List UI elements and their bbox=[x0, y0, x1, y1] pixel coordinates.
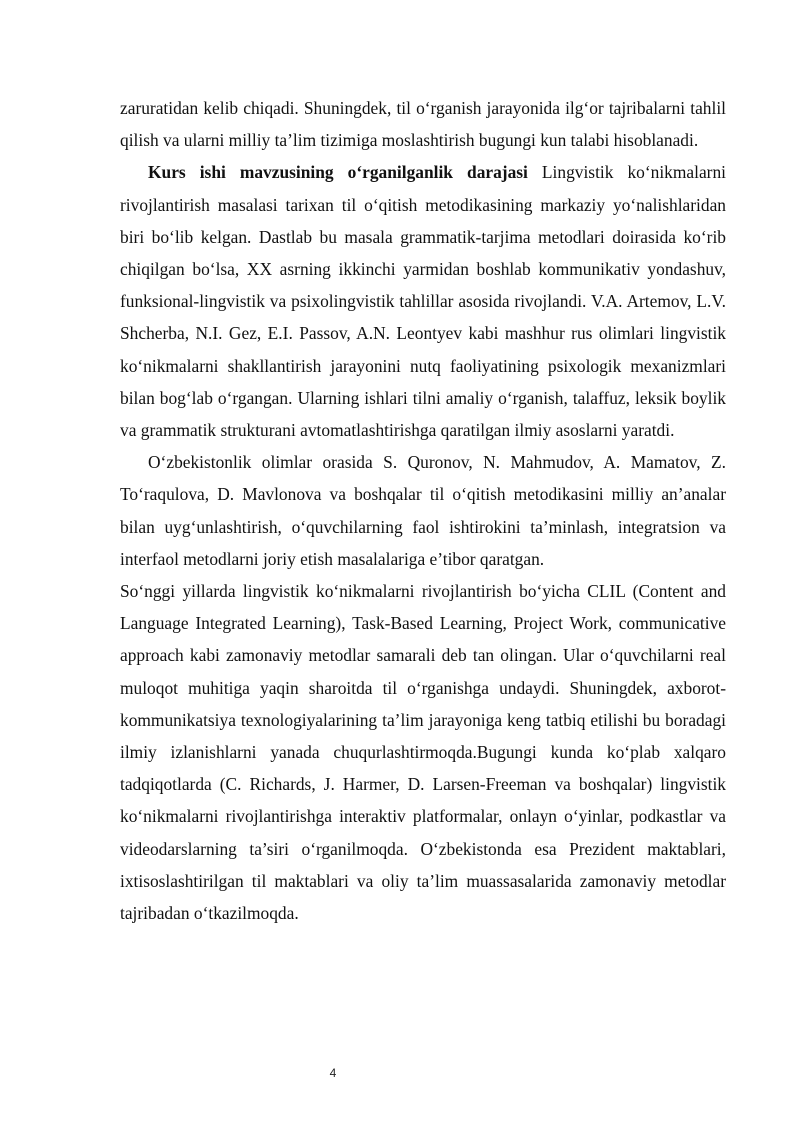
paragraph-uzbek-scholars bbox=[120, 446, 726, 575]
body-text bbox=[120, 92, 726, 929]
paragraph-modern-methods bbox=[120, 575, 726, 929]
page-number: 4 bbox=[329, 1066, 337, 1080]
paragraph-continuation bbox=[120, 92, 726, 156]
paragraph-2-text: Lingvistik ko‘nikmalarni rivojlantirish masalasi tarixan til o‘qitish metodikasining markaziy yo‘nalishlaridan biri bo‘lib kelgan. Dastlab bu masala grammatik-tarjima metodlari doirasida ko‘rib chiqilgan bo‘lsa, XX asrning ikkinchi yarmidan boshlab kommunikativ yondashuv, funksional-lingvistik va psixolingvistik tahlillar asosida rivojlandi. V.A. Artemov, L.V. Shcherba, N.I. Gez, E.I. Passov, A.N. Leontyev kabi mashhur rus olimlari lingvistik ko‘nikmalarni shakllantirish jarayonini nutq faoliyatining psixologik mexanizmlari bilan bog‘lab o‘rgangan. Ularning ishlari tilni amaliy o‘rganish, talaffuz, leksik boylik va grammatik strukturani avtomatlashtirishga qaratilgan ilmiy asoslarni yaratdi. bbox=[120, 162, 726, 441]
paragraph-2-lead: Kurs ishi mavzusining o‘rganilganlik darajasi bbox=[148, 162, 528, 183]
paragraph-4-text: So‘nggi yillarda lingvistik ko‘nikmalarni rivojlantirish bo‘yicha CLIL (Content and Language Integrated Learning), Task-Based Learning, Project Work, communicative approach kabi zamonaviy metodlar samarali deb tan olingan. Ular o‘quvchilarni real muloqot muhitiga yaqin sharoitda til o‘rganishga undaydi. Shuningdek, axborot-kommunikatsiya texnologiyalarining ta’lim jarayoniga keng tatbiq etilishi bu boradagi ilmiy izlanishlarni yanada chuqurlashtirmoqda.Bugungi kunda ko‘plab xalqaro tadqiqotlarda (C. Richards, J. Harmer, D. Larsen-Freeman va boshqalar) lingvistik ko‘nikmalarni rivojlantirishga interaktiv platformalar, onlayn o‘yinlar, podkastlar va videodarslarning ta’siri o‘rganilmoqda. O‘zbekistonda esa Prezident maktablari, ixtisoslashtirilgan til maktablari va oliy ta’lim muassasalarida zamonaviy metodlar tajribadan o‘tkazilmoqda. bbox=[120, 581, 726, 924]
paragraph-1-text: zaruratidan kelib chiqadi. Shuningdek, til o‘rganish jarayonida ilg‘or tajribalarni tahlil qilish va ularni milliy ta’lim tizimiga moslashtirish bugungi kun talabi hisoblanadi. bbox=[120, 98, 726, 151]
paragraph-study-level bbox=[120, 156, 726, 446]
paragraph-3-text: O‘zbekistonlik olimlar orasida S. Quronov, N. Mahmudov, A. Mamatov, Z. To‘raqulova, D. Mavlonova va boshqalar til o‘qitish metodikasini milliy an’analar bilan uyg‘unlashtirish, o‘quvchilarning faol ishtirokini ta’minlash, integratsion va interfaol metodlarni joriy etish masalalariga e’tibor qaratgan. bbox=[120, 452, 726, 569]
